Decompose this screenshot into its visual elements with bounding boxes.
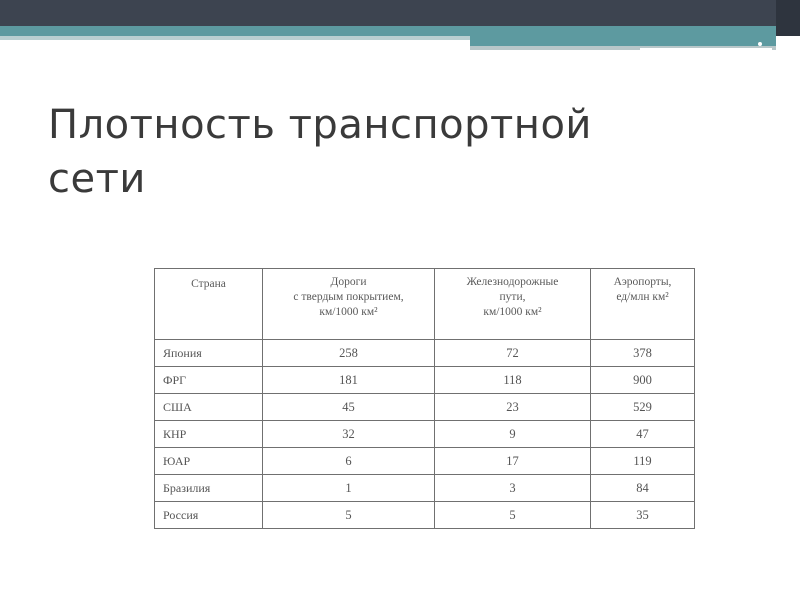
header-line: км/1000 км² [319, 306, 378, 318]
cell-country: ФРГ [155, 367, 263, 394]
cell-rail: 72 [435, 340, 591, 367]
cell-roads: 1 [263, 475, 435, 502]
column-header-rail [435, 269, 591, 340]
cell-roads: 32 [263, 421, 435, 448]
accent-band-thin [0, 36, 470, 40]
cell-roads: 6 [263, 448, 435, 475]
transport-density-table [154, 268, 695, 529]
cell-airports: 84 [591, 475, 695, 502]
cell-airports: 35 [591, 502, 695, 529]
table-header-row [155, 269, 695, 340]
cell-airports: 119 [591, 448, 695, 475]
header-line: км/1000 км² [483, 306, 542, 318]
header-line: Аэропорты, [613, 276, 672, 288]
header-bar-corner [776, 0, 800, 36]
cell-roads: 45 [263, 394, 435, 421]
cell-country: Япония [155, 340, 263, 367]
cell-rail: 17 [435, 448, 591, 475]
cell-rail: 118 [435, 367, 591, 394]
table-row [155, 475, 695, 502]
table-row [155, 421, 695, 448]
column-header-airports [591, 269, 695, 340]
column-header-country [155, 269, 263, 340]
cell-rail: 9 [435, 421, 591, 448]
cell-rail: 3 [435, 475, 591, 502]
decor-dot [758, 42, 762, 46]
cell-rail: 23 [435, 394, 591, 421]
slide-title-line2: сети [48, 156, 146, 202]
header-line: Дороги [330, 276, 367, 288]
cell-country: ЮАР [155, 448, 263, 475]
accent-band-lower [470, 36, 776, 46]
cell-country: США [155, 394, 263, 421]
header-line: ед/млн км² [616, 291, 669, 303]
header-line: Железнодорожные [466, 276, 559, 288]
divider-highlight [640, 48, 772, 51]
table-row [155, 340, 695, 367]
cell-roads: 258 [263, 340, 435, 367]
cell-roads: 181 [263, 367, 435, 394]
table-row [155, 394, 695, 421]
header-line: пути, [499, 291, 526, 303]
table-row [155, 502, 695, 529]
table-row [155, 367, 695, 394]
header-line: с твердым покрытием, [293, 291, 404, 303]
cell-airports: 47 [591, 421, 695, 448]
cell-country: КНР [155, 421, 263, 448]
accent-band [0, 26, 776, 36]
cell-country: Россия [155, 502, 263, 529]
cell-country: Бразилия [155, 475, 263, 502]
slide-title-line1: Плотность транспортной [48, 102, 592, 148]
slide-title [48, 98, 728, 206]
cell-roads: 5 [263, 502, 435, 529]
header-bar [0, 0, 776, 26]
cell-rail: 5 [435, 502, 591, 529]
cell-airports: 900 [591, 367, 695, 394]
table-row [155, 448, 695, 475]
cell-airports: 378 [591, 340, 695, 367]
column-header-roads [263, 269, 435, 340]
cell-airports: 529 [591, 394, 695, 421]
transport-density-table-container [154, 268, 694, 526]
header-line: Страна [191, 278, 226, 290]
